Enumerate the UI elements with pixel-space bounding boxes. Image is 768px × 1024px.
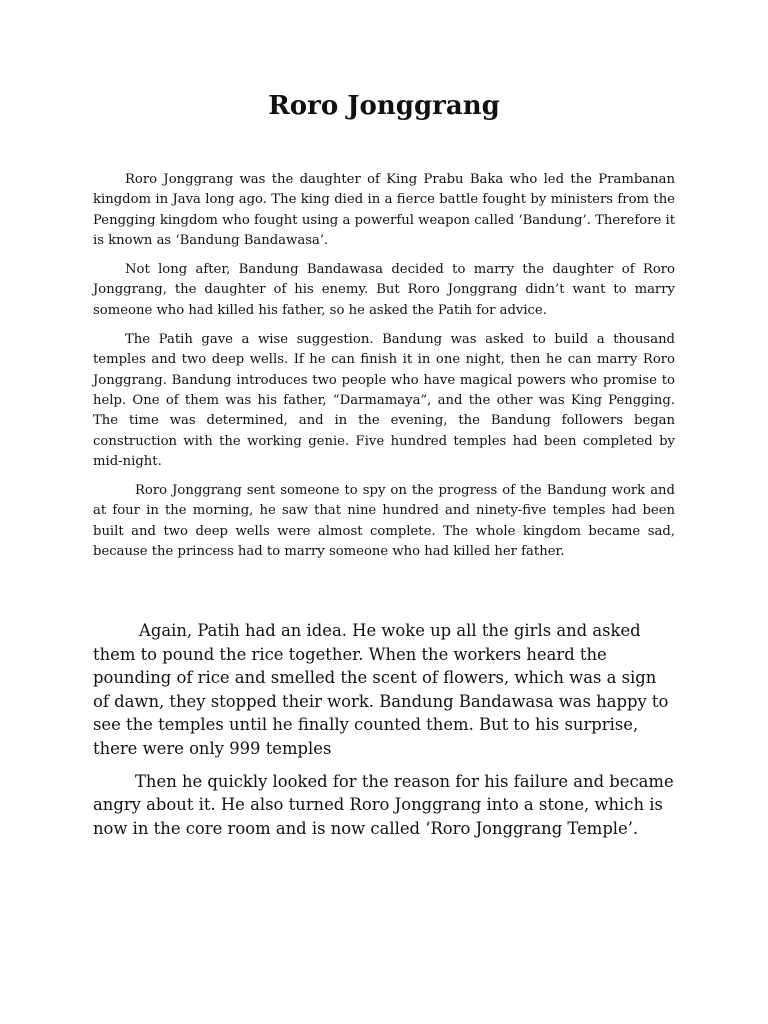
paragraph-5: Again, Patih had an idea. He woke up all the girls and asked them to pound the rice together. When the workers heard the pounding of rice and smelled the scent of flowers, which was a sign of dawn, they stopped their work. Bandung Bandawasa was happy to see the temples until he finally counted them. But to his surprise, there were only 999 temples [93, 621, 669, 758]
story-section-part-two [93, 619, 675, 849]
story-section-part-one [93, 170, 675, 571]
paragraph-1: Roro Jonggrang was the daughter of King Prabu Baka who led the Prambanan kingdom in Java long ago. The king died in a fierce battle fought by ministers from the Pengging kingdom who fought using a powerful weapon called ‘Bandung’. Therefore it is known as ‘Bandung Bandawasa’. [93, 172, 675, 248]
paragraph-2: Not long after, Bandung Bandawasa decided to marry the daughter of Roro Jonggrang, the daughter of his enemy. But Roro Jonggrang didn’t want to marry someone who had killed his father, so he asked the Patih for advice. [93, 262, 675, 318]
page-title: Roro Jonggrang [268, 91, 500, 121]
paragraph-4: Roro Jonggrang sent someone to spy on the progress of the Bandung work and at four in the morning, he saw that nine hundred and ninety-five temples had been built and two deep wells were almost complete. The whole kingdom became sad, because the princess had to marry someone who had killed her father. [93, 483, 675, 560]
paragraph-6: Then he quickly looked for the reason for his failure and became angry about it. He also turned Roro Jonggrang into a stone, which is now in the core room and is now called ‘Roro Jonggrang Temple’. [93, 771, 674, 838]
paragraph-3: The Patih gave a wise suggestion. Bandung was asked to build a thousand temples and two deep wells. If he can finish it in one night, then he can marry Roro Jonggrang. Bandung introduces two people who have magical powers who promise to help. One of them was his father, “Darmamaya”, and the other was King Pengging. The time was determined, and in the evening, the Bandung followers began construction with the working genie. Five hundred temples had been completed by mid-night. [93, 332, 675, 469]
